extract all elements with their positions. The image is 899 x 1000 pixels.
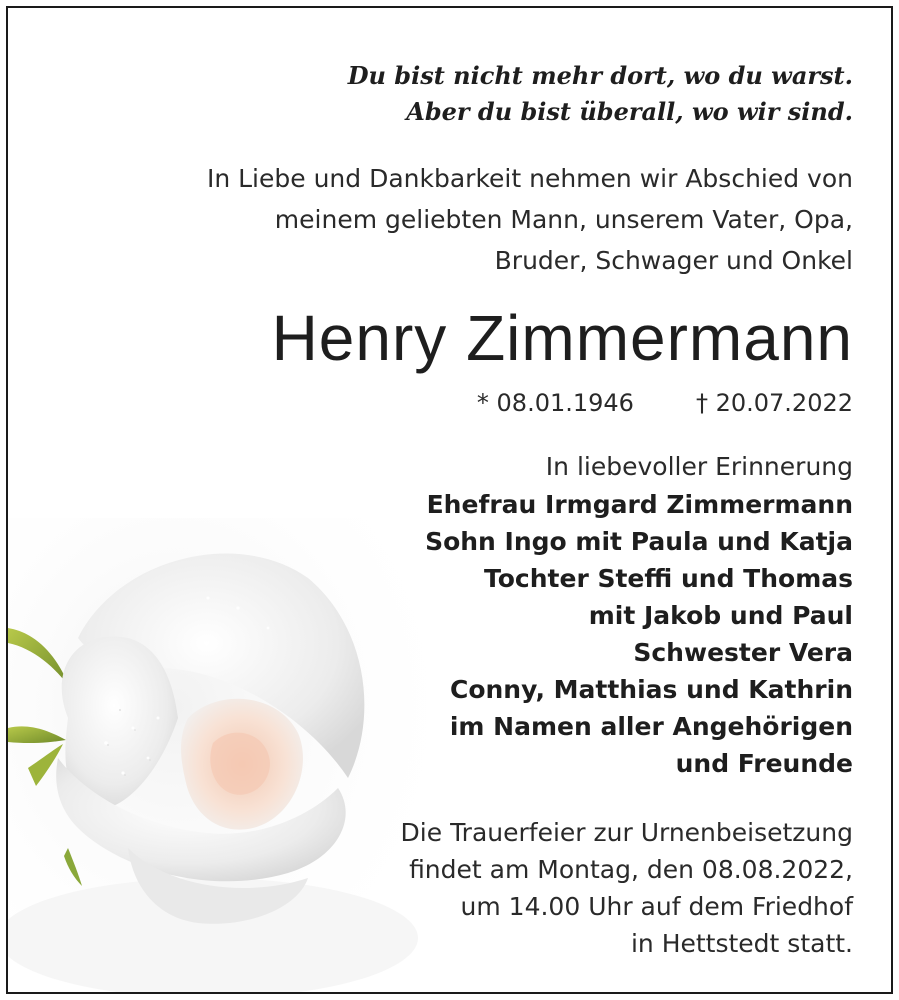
quote-line: Du bist nicht mehr dort, wo du warst. — [347, 61, 853, 90]
family-line: Tochter Steffi und Thomas — [484, 564, 853, 593]
family-line: und Freunde — [675, 749, 853, 778]
service-line: in Hettstedt statt. — [630, 929, 853, 958]
quote-block — [48, 58, 853, 130]
family-line: Conny, Matthias und Kathrin — [449, 675, 853, 704]
intro-line: Bruder, Schwager und Onkel — [494, 246, 853, 275]
family-line: Ehefrau Irmgard Zimmermann — [426, 490, 853, 519]
service-line: um 14.00 Uhr auf dem Friedhof — [460, 892, 853, 921]
quote-line: Aber du bist überall, wo wir sind. — [406, 97, 853, 126]
memory-label: In liebevoller Erinnerung — [545, 452, 853, 481]
family-list — [48, 486, 853, 782]
family-line: mit Jakob und Paul — [588, 601, 853, 630]
service-line: Die Trauerfeier zur Urnenbeisetzung — [400, 818, 853, 847]
intro-line: meinem geliebten Mann, unserem Vater, Opa, — [274, 205, 853, 234]
birth-date: * 08.01.1946 — [476, 389, 634, 417]
death-date: † 20.07.2022 — [695, 389, 853, 417]
family-line: im Namen aller Angehörigen — [449, 712, 853, 741]
deceased-name: Henry Zimmermann — [271, 302, 853, 374]
intro-block — [48, 158, 853, 281]
intro-line: In Liebe und Dankbarkeit nehmen wir Abschied von — [206, 164, 853, 193]
family-line: Sohn Ingo mit Paula und Katja — [425, 527, 853, 556]
service-line: findet am Montag, den 08.08.2022, — [409, 855, 853, 884]
life-dates — [48, 386, 853, 420]
service-info — [48, 814, 853, 962]
family-line: Schwester Vera — [633, 638, 853, 667]
obituary-card — [6, 6, 893, 994]
